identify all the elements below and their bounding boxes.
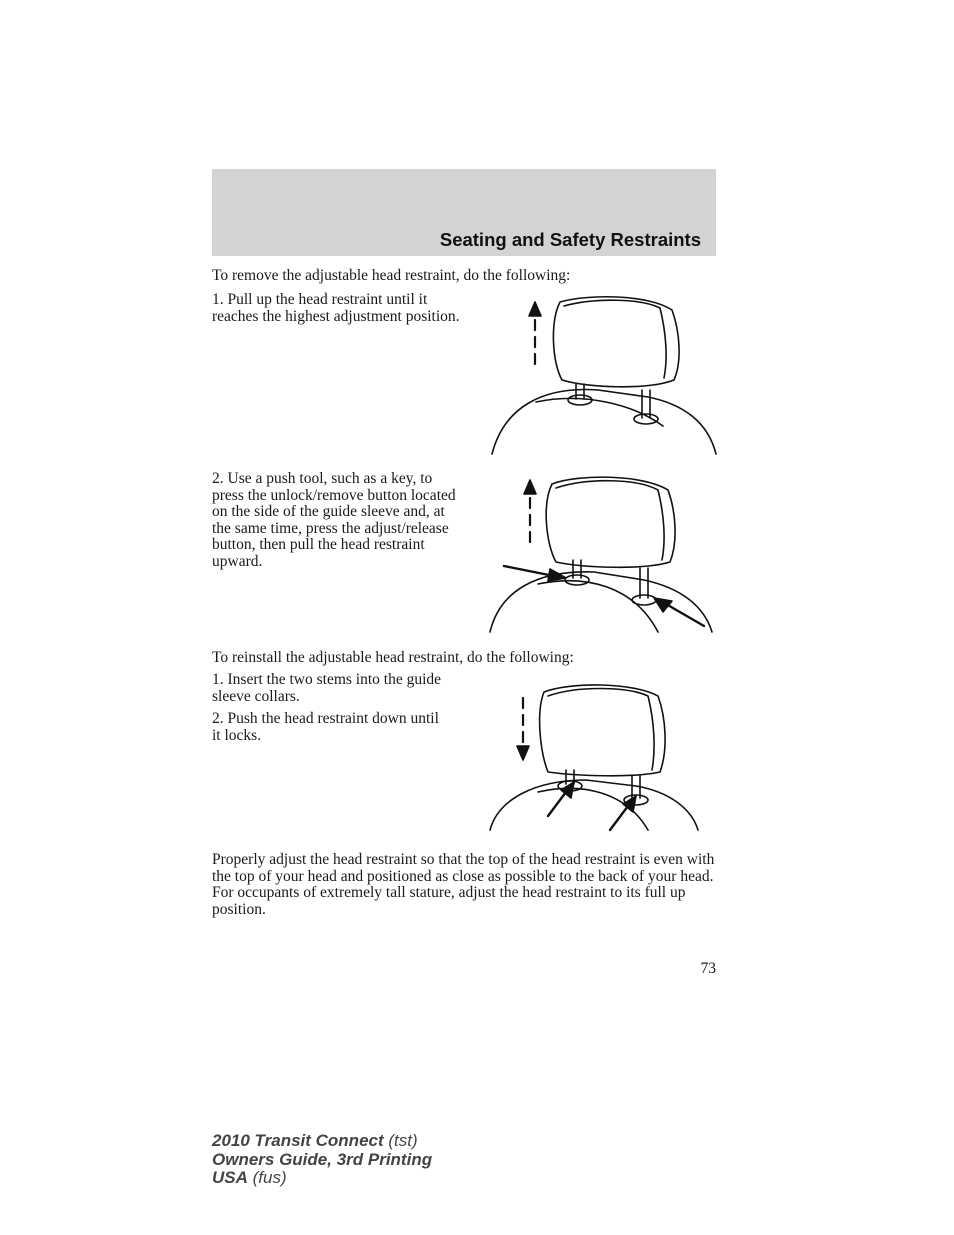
footer-market: USA <box>212 1168 248 1187</box>
removal-step-1: 1. Pull up the head restraint until it reaches the highest adjustment position. <box>212 291 460 325</box>
footer-vehicle: 2010 Transit Connect <box>212 1131 384 1150</box>
adjust-paragraph: Properly adjust the head restraint so that the top of the head restraint is even with the top of your head and positioned as close as possible to the back of your head. For occupants of extremely tall stature, adjust the head restraint to its full up position. <box>212 851 715 918</box>
removal-step-2: 2. Use a push tool, such as a key, to press the unlock/remove button located on the side of the guide sleeve and, at the same time, press the adjust/release button, then pull the head restraint upward. <box>212 470 456 570</box>
reinstall-intro: To reinstall the adjustable head restraint, do the following: <box>212 649 574 666</box>
footer-market-code: (fus) <box>252 1168 287 1187</box>
footer-vehicle-code: (tst) <box>388 1131 418 1150</box>
footer-guide-edition: Owners Guide, 3rd Printing <box>212 1149 433 1169</box>
reinstall-step-2: 2. Push the head restraint down until it locks. <box>212 710 439 744</box>
page-number: 73 <box>700 960 716 977</box>
illustration-pull-up <box>488 292 720 458</box>
document-footer <box>212 1132 432 1188</box>
removal-intro: To remove the adjustable head restraint, do the following: <box>212 267 571 284</box>
reinstall-step-1: 1. Insert the two stems into the guide sleeve collars. <box>212 671 442 705</box>
section-header-bar <box>212 169 716 256</box>
illustration-push-down <box>486 680 702 836</box>
illustration-push-tool <box>486 470 718 636</box>
section-title: Seating and Safety Restraints <box>439 229 701 250</box>
